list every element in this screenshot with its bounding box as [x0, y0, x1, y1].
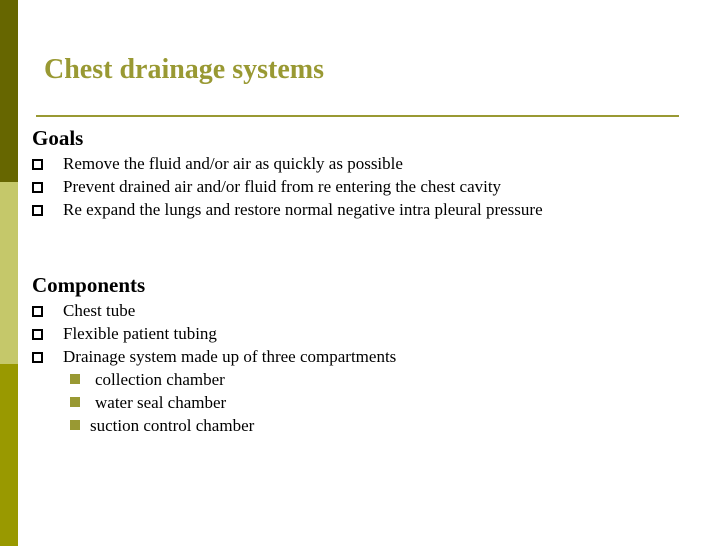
compartment-item-text: collection chamber	[95, 370, 225, 389]
filled-square-bullet-icon	[70, 397, 80, 407]
hollow-square-bullet-icon	[32, 329, 43, 340]
components-heading: Components	[32, 273, 146, 297]
goals-item-text: Prevent drained air and/or fluid from re entering the chest cavity	[63, 177, 502, 196]
title-divider	[36, 115, 679, 117]
components-item-text: Flexible patient tubing	[63, 324, 217, 343]
goals-item-text: Remove the fluid and/or air as quickly as possible	[63, 154, 403, 173]
compartment-item-text: suction control chamber	[90, 416, 255, 435]
hollow-square-bullet-icon	[32, 306, 43, 317]
slide-title: Chest drainage systems	[44, 54, 324, 85]
hollow-square-bullet-icon	[32, 159, 43, 170]
hollow-square-bullet-icon	[32, 182, 43, 193]
components-item-text: Drainage system made up of three compartments	[63, 347, 397, 366]
left-decorative-bar	[0, 0, 18, 546]
filled-square-bullet-icon	[70, 420, 80, 430]
hollow-square-bullet-icon	[32, 205, 43, 216]
left-bar-segment-dark	[0, 0, 18, 182]
filled-square-bullet-icon	[70, 374, 80, 384]
components-item-text: Chest tube	[63, 301, 136, 320]
left-bar-segment-olive	[0, 364, 18, 546]
goals-heading: Goals	[32, 126, 84, 150]
hollow-square-bullet-icon	[32, 352, 43, 363]
left-bar-segment-light	[0, 182, 18, 364]
goals-item-text: Re expand the lungs and restore normal negative intra pleural pressure	[63, 200, 543, 219]
compartment-item-text: water seal chamber	[95, 393, 227, 412]
